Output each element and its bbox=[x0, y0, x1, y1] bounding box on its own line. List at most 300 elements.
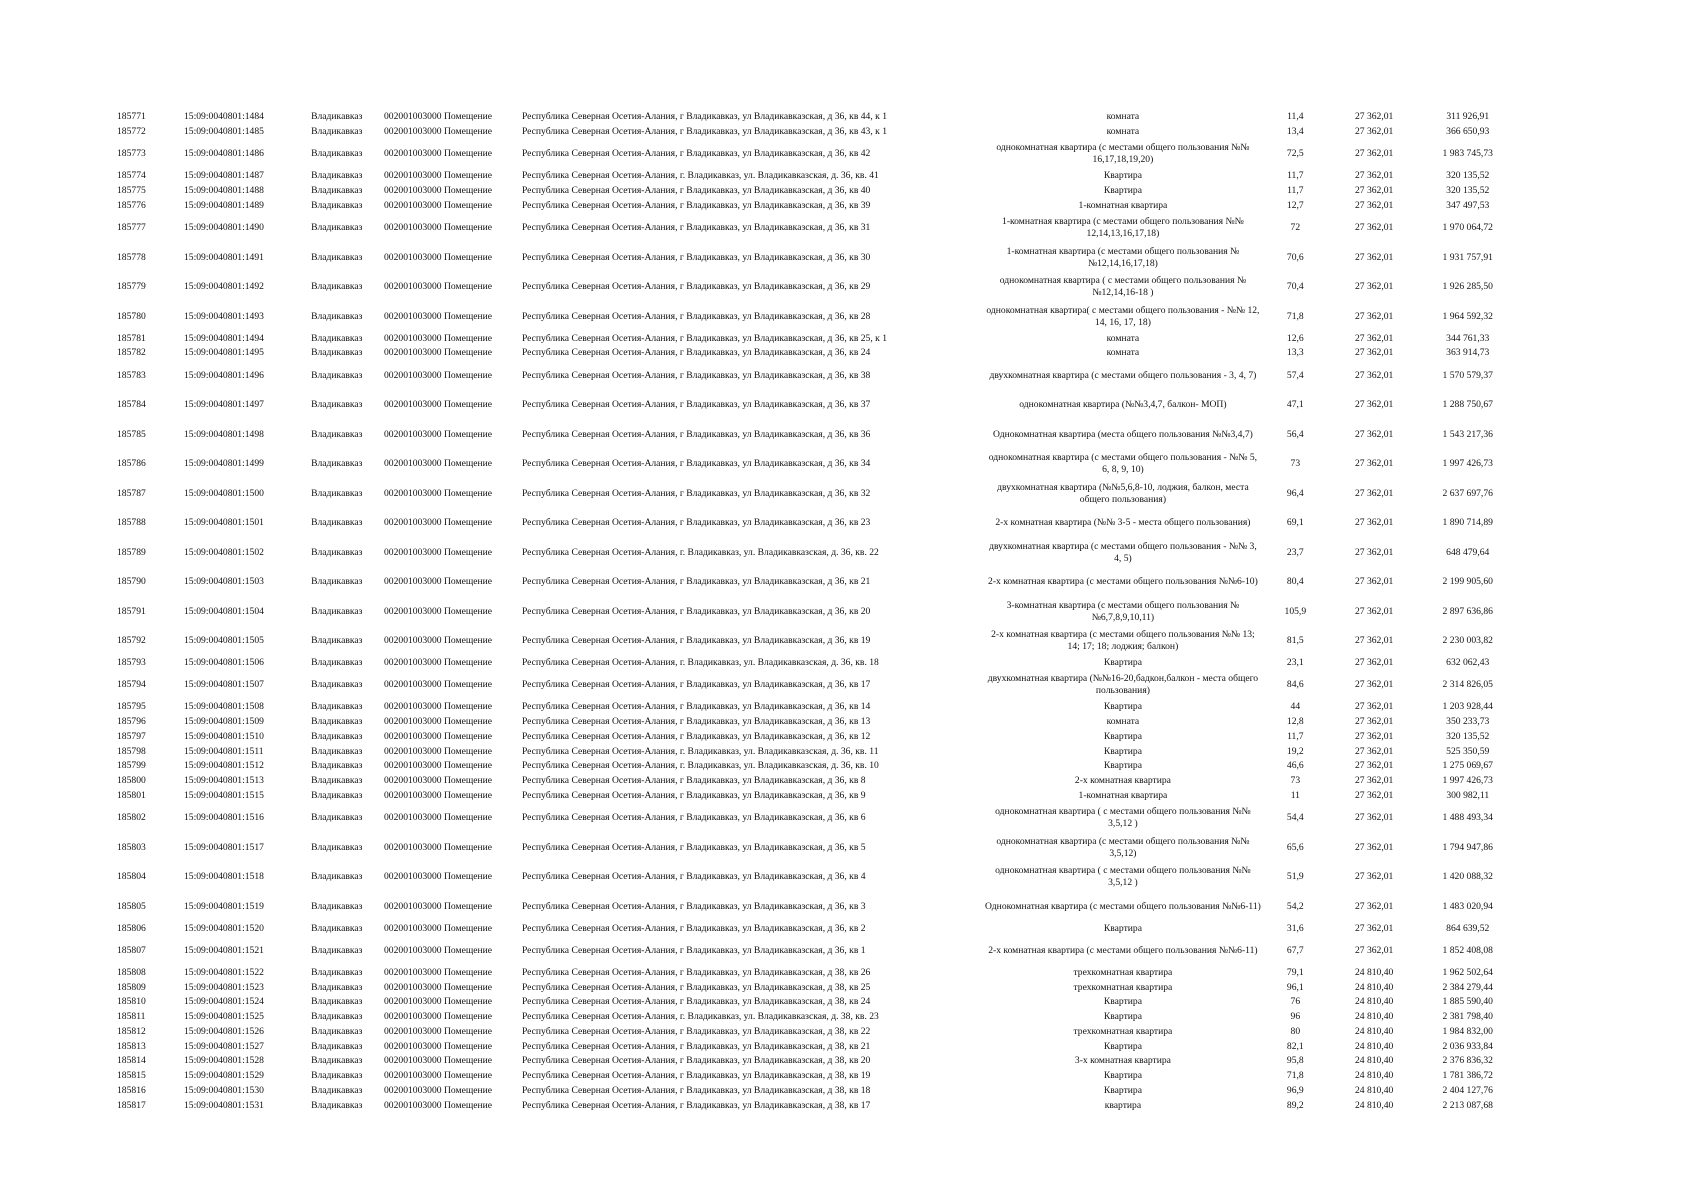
address-cell: Республика Северная Осетия-Алания, г Владикавказ, ул Владикавказская, д 36, кв 24 bbox=[521, 347, 871, 359]
cadastral-number-cell: 15:09:0040801:1521 bbox=[184, 944, 264, 956]
cadastral-number-cell: 15:09:0040801:1515 bbox=[184, 789, 264, 801]
specific-value-cell: 24 810,40 bbox=[1354, 1025, 1394, 1037]
object-code-cell: 002001003000 Помещение bbox=[384, 605, 493, 617]
object-code-cell: 002001003000 Помещение bbox=[384, 458, 493, 469]
area-cell: 12,7 bbox=[1286, 199, 1304, 211]
table-row bbox=[117, 479, 1517, 509]
cadastral-value-cell: 366 650,93 bbox=[1446, 126, 1490, 138]
city-name-cell: Владикавказ bbox=[311, 1099, 363, 1111]
cadastral-number-cell: 15:09:0040801:1531 bbox=[184, 1099, 264, 1111]
area-cell: 80 bbox=[1290, 1025, 1301, 1037]
cadastral-number-cell: 15:09:0040801:1524 bbox=[184, 996, 264, 1008]
cadastral-number-cell: 15:09:0040801:1517 bbox=[184, 841, 264, 853]
record-id-cell: 185791 bbox=[117, 605, 146, 617]
table-row bbox=[117, 538, 1517, 568]
cadastral-value-cell: 1 962 502,64 bbox=[1442, 966, 1493, 978]
area-cell: 11 bbox=[1290, 789, 1300, 801]
cadastral-number-cell: 15:09:0040801:1502 bbox=[184, 546, 264, 558]
description-cell: однокомнатная квартира (с местами общего пользования №№ 3,5,12) bbox=[996, 835, 1250, 859]
description-cell: Квартира bbox=[1103, 760, 1142, 772]
cadastral-value-cell: 1 275 069,67 bbox=[1442, 760, 1493, 772]
city-name-cell: Владикавказ bbox=[311, 789, 363, 801]
specific-value-cell: 24 810,40 bbox=[1354, 1084, 1394, 1096]
description-cell: двухкомнатная квартира (№№5,6,8-10, лоджия, балкон, места общего пользования) bbox=[997, 481, 1249, 505]
table-row bbox=[117, 390, 1517, 420]
address-cell: Республика Северная Осетия-Алания, г Владикавказ, ул Владикавказская, д 36, кв 2 bbox=[521, 922, 866, 934]
address-cell: Республика Северная Осетия-Алания, г Владикавказ, ул Владикавказская, д 36, кв 29 bbox=[521, 281, 871, 292]
description-cell: 3-х комнатная квартира bbox=[1074, 1055, 1171, 1067]
city-name-cell: Владикавказ bbox=[311, 1040, 363, 1052]
cadastral-value-cell: 1 794 947,86 bbox=[1442, 841, 1493, 853]
record-id-cell: 185801 bbox=[117, 789, 146, 801]
specific-value-cell: 24 810,40 bbox=[1354, 1070, 1394, 1082]
specific-value-cell: 27 362,01 bbox=[1354, 170, 1394, 182]
cadastral-number-cell: 15:09:0040801:1530 bbox=[184, 1084, 264, 1096]
object-code-cell: 002001003000 Помещение bbox=[384, 517, 493, 528]
cadastral-value-cell: 2 314 826,05 bbox=[1442, 679, 1493, 691]
object-code-cell: 002001003000 Помещение bbox=[384, 922, 493, 934]
city-name-cell: Владикавказ bbox=[311, 369, 363, 381]
description-cell: однокомнатная квартира( с местами общего пользования - №№ 12, 14, 16, 17, 18) bbox=[986, 304, 1260, 328]
area-cell: 71,8 bbox=[1286, 310, 1304, 322]
cadastral-value-cell: 2 897 636,86 bbox=[1442, 605, 1493, 617]
address-cell: Республика Северная Осетия-Алания, г Владикавказ, ул Владикавказская, д 36, кв 8 bbox=[521, 775, 866, 787]
address-cell: Республика Северная Осетия-Алания, г Владикавказ, ул Владикавказская, д 36, кв 43, к 1 bbox=[521, 126, 887, 138]
record-id-cell: 185810 bbox=[117, 996, 146, 1008]
description-cell: однокомнатная квартира ( с местами общего пользования №№ 3,5,12 ) bbox=[995, 865, 1251, 888]
record-id-cell: 185795 bbox=[117, 701, 146, 713]
description-cell: двухкомнатная квартира (№№16-20,бадкон,балкон - места общего пользования) bbox=[987, 673, 1259, 697]
specific-value-cell: 27 362,01 bbox=[1354, 812, 1394, 823]
address-cell: Республика Северная Осетия-Алания, г Владикавказ, ул Владикавказская, д 36, кв 1 bbox=[521, 944, 866, 956]
object-code-cell: 002001003000 Помещение bbox=[384, 428, 493, 440]
description-cell: 2-х комнатная квартира (с местами общего пользования №№6-11) bbox=[988, 944, 1258, 956]
city-name-cell: Владикавказ bbox=[311, 251, 363, 263]
area-cell: 70,4 bbox=[1286, 281, 1304, 292]
address-cell: Республика Северная Осетия-Алания, г Владикавказ, ул Владикавказская, д 38, кв 25 bbox=[521, 981, 871, 993]
object-code-cell: 002001003000 Помещение bbox=[384, 399, 493, 410]
specific-value-cell: 27 362,01 bbox=[1354, 716, 1394, 728]
area-cell: 46,6 bbox=[1286, 760, 1304, 772]
description-cell: Квартира bbox=[1103, 701, 1142, 713]
cadastral-value-cell: 2 213 087,68 bbox=[1442, 1099, 1493, 1111]
area-cell: 70,6 bbox=[1286, 251, 1304, 263]
record-id-cell: 185777 bbox=[117, 222, 146, 233]
record-id-cell: 185782 bbox=[117, 347, 146, 359]
table-row bbox=[117, 1069, 1517, 1084]
cadastral-number-cell: 15:09:0040801:1506 bbox=[184, 657, 264, 669]
city-name-cell: Владикавказ bbox=[311, 701, 363, 713]
city-name-cell: Владикавказ bbox=[311, 517, 363, 528]
city-name-cell: Владикавказ bbox=[311, 170, 363, 182]
table-row bbox=[117, 892, 1517, 922]
specific-value-cell: 27 362,01 bbox=[1354, 900, 1394, 912]
cadastral-value-cell: 2 384 279,44 bbox=[1442, 981, 1493, 993]
specific-value-cell: 27 362,01 bbox=[1354, 760, 1394, 772]
area-cell: 31,6 bbox=[1286, 922, 1304, 934]
specific-value-cell: 27 362,01 bbox=[1354, 775, 1394, 787]
area-cell: 96,4 bbox=[1286, 487, 1304, 499]
table-row bbox=[117, 184, 1517, 199]
specific-value-cell: 27 362,01 bbox=[1354, 399, 1394, 410]
table-row bbox=[117, 597, 1517, 627]
specific-value-cell: 27 362,01 bbox=[1354, 310, 1394, 322]
address-cell: Республика Северная Осетия-Алания, г Владикавказ, ул Владикавказская, д 36, кв 31 bbox=[521, 222, 871, 233]
table-row bbox=[117, 213, 1517, 243]
area-cell: 89,2 bbox=[1286, 1099, 1304, 1111]
description-cell: Однокомнатная квартира (места общего пользования №№3,4,7) bbox=[992, 428, 1253, 440]
city-name-cell: Владикавказ bbox=[311, 605, 363, 617]
object-code-cell: 002001003000 Помещение bbox=[384, 251, 493, 263]
object-code-cell: 002001003000 Помещение bbox=[384, 199, 493, 211]
city-name-cell: Владикавказ bbox=[311, 347, 363, 359]
area-cell: 19,2 bbox=[1286, 745, 1304, 757]
record-id-cell: 185804 bbox=[117, 871, 146, 882]
table-row bbox=[117, 361, 1517, 391]
cadastral-value-cell: 2 404 127,76 bbox=[1442, 1084, 1493, 1096]
record-id-cell: 185798 bbox=[117, 745, 146, 757]
address-cell: Республика Северная Осетия-Алания, г. Владикавказ, ул. Владикавказская, д. 36, кв. 22 bbox=[521, 546, 879, 558]
table-row bbox=[117, 995, 1517, 1010]
record-id-cell: 185814 bbox=[117, 1055, 146, 1067]
description-cell: Квартира bbox=[1103, 1084, 1142, 1096]
city-name-cell: Владикавказ bbox=[311, 871, 363, 882]
record-id-cell: 185792 bbox=[117, 635, 146, 646]
city-name-cell: Владикавказ bbox=[311, 332, 363, 344]
table-row bbox=[117, 789, 1517, 804]
address-cell: Республика Северная Осетия-Алания, г Владикавказ, ул Владикавказская, д 36, кв 6 bbox=[521, 812, 866, 823]
cadastral-number-cell: 15:09:0040801:1484 bbox=[184, 111, 264, 123]
description-cell: 2-х комнатная квартира bbox=[1074, 775, 1171, 787]
address-cell: Республика Северная Осетия-Алания, г. Владикавказ, ул. Владикавказская, д. 36, кв. 18 bbox=[521, 657, 879, 669]
cadastral-number-cell: 15:09:0040801:1522 bbox=[184, 966, 264, 978]
cadastral-number-cell: 15:09:0040801:1499 bbox=[184, 458, 264, 469]
object-code-cell: 002001003000 Помещение bbox=[384, 126, 493, 138]
description-cell: трехкомнатная квартира bbox=[1073, 981, 1173, 993]
table-row bbox=[117, 125, 1517, 140]
address-cell: Республика Северная Осетия-Алания, г Владикавказ, ул Владикавказская, д 38, кв 17 bbox=[521, 1099, 871, 1111]
specific-value-cell: 27 362,01 bbox=[1354, 546, 1394, 558]
area-cell: 96,1 bbox=[1286, 981, 1304, 993]
description-cell: 1-комнатная квартира (с местами общего пользования №№ 12,14,13,16,17,18) bbox=[1002, 216, 1244, 239]
cadastral-number-cell: 15:09:0040801:1488 bbox=[184, 185, 264, 197]
table-row bbox=[117, 715, 1517, 730]
address-cell: Республика Северная Осетия-Алания, г Владикавказ, ул Владикавказская, д 36, кв 36 bbox=[521, 428, 871, 440]
area-cell: 96 bbox=[1290, 1011, 1301, 1023]
table-row bbox=[117, 730, 1517, 745]
city-name-cell: Владикавказ bbox=[311, 111, 363, 123]
table-row bbox=[117, 921, 1517, 936]
specific-value-cell: 27 362,01 bbox=[1354, 635, 1394, 646]
description-cell: двухкомнатная квартира (с местами общего пользования - №№ 3, 4, 5) bbox=[989, 540, 1257, 564]
cadastral-number-cell: 15:09:0040801:1503 bbox=[184, 576, 264, 587]
object-code-cell: 002001003000 Помещение bbox=[384, 635, 493, 646]
city-name-cell: Владикавказ bbox=[311, 745, 363, 757]
record-id-cell: 185774 bbox=[117, 170, 146, 182]
cadastral-number-cell: 15:09:0040801:1520 bbox=[184, 922, 264, 934]
description-cell: Квартира bbox=[1103, 1011, 1142, 1023]
description-cell: Квартира bbox=[1103, 996, 1142, 1008]
object-code-cell: 002001003000 Помещение bbox=[384, 369, 493, 381]
specific-value-cell: 27 362,01 bbox=[1354, 517, 1394, 528]
area-cell: 81,5 bbox=[1286, 635, 1304, 646]
area-cell: 11,7 bbox=[1287, 730, 1304, 742]
record-id-cell: 185771 bbox=[117, 111, 146, 123]
record-id-cell: 185817 bbox=[117, 1099, 146, 1111]
address-cell: Республика Северная Осетия-Алания, г Владикавказ, ул Владикавказская, д 36, кв 39 bbox=[521, 199, 871, 211]
cadastral-number-cell: 15:09:0040801:1513 bbox=[184, 775, 264, 787]
cadastral-number-cell: 15:09:0040801:1491 bbox=[184, 251, 264, 263]
object-code-cell: 002001003000 Помещение bbox=[384, 222, 493, 233]
record-id-cell: 185780 bbox=[117, 310, 146, 322]
table-row bbox=[117, 671, 1517, 701]
cadastral-value-cell: 525 350,59 bbox=[1446, 745, 1490, 757]
record-id-cell: 185799 bbox=[117, 760, 146, 772]
specific-value-cell: 24 810,40 bbox=[1354, 981, 1394, 993]
area-cell: 54,4 bbox=[1286, 812, 1304, 823]
table-row bbox=[117, 302, 1517, 332]
specific-value-cell: 27 362,01 bbox=[1354, 185, 1394, 197]
city-name-cell: Владикавказ bbox=[311, 657, 363, 669]
description-cell: 2-х комнатная квартира (№№ 3-5 - места общего пользования) bbox=[995, 517, 1251, 528]
area-cell: 80,4 bbox=[1286, 576, 1304, 587]
address-cell: Республика Северная Осетия-Алания, г Владикавказ, ул Владикавказская, д 38, кв 26 bbox=[521, 966, 871, 978]
city-name-cell: Владикавказ bbox=[311, 458, 363, 469]
city-name-cell: Владикавказ bbox=[311, 1011, 363, 1023]
specific-value-cell: 27 362,01 bbox=[1354, 576, 1394, 587]
table-row bbox=[117, 1025, 1517, 1040]
cadastral-number-cell: 15:09:0040801:1509 bbox=[184, 716, 264, 728]
city-name-cell: Владикавказ bbox=[311, 944, 363, 956]
specific-value-cell: 24 810,40 bbox=[1354, 966, 1394, 978]
cadastral-value-cell: 2 376 836,32 bbox=[1442, 1055, 1493, 1067]
table-row bbox=[117, 199, 1517, 214]
record-id-cell: 185800 bbox=[117, 775, 146, 787]
cadastral-value-cell: 320 135,52 bbox=[1446, 185, 1490, 197]
cadastral-value-cell: 1 890 714,89 bbox=[1442, 517, 1493, 528]
description-cell: комната bbox=[1106, 332, 1140, 344]
specific-value-cell: 24 810,40 bbox=[1354, 1011, 1394, 1023]
cadastral-number-cell: 15:09:0040801:1518 bbox=[184, 871, 264, 882]
city-name-cell: Владикавказ bbox=[311, 399, 363, 410]
cadastral-value-cell: 1 570 579,37 bbox=[1442, 369, 1493, 381]
address-cell: Республика Северная Осетия-Алания, г Владикавказ, ул Владикавказская, д 36, кв 14 bbox=[521, 701, 871, 713]
record-id-cell: 185813 bbox=[117, 1040, 146, 1052]
object-code-cell: 002001003000 Помещение bbox=[384, 841, 493, 853]
specific-value-cell: 27 362,01 bbox=[1354, 745, 1394, 757]
address-cell: Республика Северная Осетия-Алания, г Владикавказ, ул Владикавказская, д 36, кв 23 bbox=[521, 517, 871, 528]
specific-value-cell: 24 810,40 bbox=[1354, 1099, 1394, 1111]
specific-value-cell: 27 362,01 bbox=[1354, 281, 1394, 292]
area-cell: 57,4 bbox=[1286, 369, 1304, 381]
area-cell: 13,3 bbox=[1286, 347, 1304, 359]
object-code-cell: 002001003000 Помещение bbox=[384, 170, 493, 182]
record-id-cell: 185781 bbox=[117, 332, 146, 344]
specific-value-cell: 27 362,01 bbox=[1354, 126, 1394, 138]
address-cell: Республика Северная Осетия-Алания, г. Владикавказ, ул. Владикавказская, д. 36, кв. 11 bbox=[521, 745, 879, 757]
address-cell: Республика Северная Осетия-Алания, г Владикавказ, ул Владикавказская, д 36, кв 42 bbox=[521, 148, 871, 160]
cadastral-value-cell: 320 135,52 bbox=[1446, 730, 1490, 742]
cadastral-number-cell: 15:09:0040801:1526 bbox=[184, 1025, 264, 1037]
description-cell: Квартира bbox=[1103, 657, 1142, 669]
specific-value-cell: 27 362,01 bbox=[1354, 428, 1394, 440]
cadastral-number-cell: 15:09:0040801:1500 bbox=[184, 487, 264, 499]
cadastral-number-cell: 15:09:0040801:1490 bbox=[184, 222, 264, 233]
object-code-cell: 002001003000 Помещение bbox=[384, 1040, 493, 1052]
specific-value-cell: 27 362,01 bbox=[1354, 922, 1394, 934]
area-cell: 105,9 bbox=[1284, 605, 1307, 617]
record-id-cell: 185805 bbox=[117, 900, 146, 912]
record-id-cell: 185808 bbox=[117, 966, 146, 978]
specific-value-cell: 27 362,01 bbox=[1354, 369, 1394, 381]
description-cell: однокомнатная квартира (№№3,4,7, балкон- МОП) bbox=[1019, 399, 1227, 410]
specific-value-cell: 27 362,01 bbox=[1354, 111, 1394, 123]
object-code-cell: 002001003000 Помещение bbox=[384, 900, 493, 912]
description-cell: комната bbox=[1106, 111, 1140, 123]
city-name-cell: Владикавказ bbox=[311, 199, 363, 211]
cadastral-number-cell: 15:09:0040801:1516 bbox=[184, 812, 264, 823]
record-id-cell: 185806 bbox=[117, 922, 146, 934]
area-cell: 71,8 bbox=[1286, 1070, 1304, 1082]
area-cell: 23,7 bbox=[1286, 546, 1304, 558]
address-cell: Республика Северная Осетия-Алания, г Владикавказ, ул Владикавказская, д 36, кв 20 bbox=[521, 605, 871, 617]
object-code-cell: 002001003000 Помещение bbox=[384, 487, 493, 499]
record-id-cell: 185789 bbox=[117, 546, 146, 558]
description-cell: однокомнатная квартира ( с местами общего пользования №№ 3,5,12 ) bbox=[995, 806, 1251, 829]
record-id-cell: 185772 bbox=[117, 126, 146, 138]
city-name-cell: Владикавказ bbox=[311, 1025, 363, 1037]
cadastral-number-cell: 15:09:0040801:1497 bbox=[184, 399, 264, 410]
table-row bbox=[117, 169, 1517, 184]
specific-value-cell: 27 362,01 bbox=[1354, 944, 1394, 956]
cadastral-number-cell: 15:09:0040801:1511 bbox=[184, 745, 264, 757]
record-id-cell: 185809 bbox=[117, 981, 146, 993]
object-code-cell: 002001003000 Помещение bbox=[384, 775, 493, 787]
city-name-cell: Владикавказ bbox=[311, 760, 363, 772]
table-row bbox=[117, 1054, 1517, 1069]
description-cell: трехкомнатная квартира bbox=[1073, 1025, 1173, 1037]
cadastral-value-cell: 363 914,73 bbox=[1446, 347, 1490, 359]
specific-value-cell: 27 362,01 bbox=[1354, 222, 1394, 233]
record-id-cell: 185775 bbox=[117, 185, 146, 197]
cadastral-value-cell: 311 926,91 bbox=[1446, 111, 1490, 123]
description-cell: 1-комнатная квартира bbox=[1078, 789, 1168, 801]
cadastral-number-cell: 15:09:0040801:1492 bbox=[184, 281, 264, 292]
address-cell: Республика Северная Осетия-Алания, г Владикавказ, ул Владикавказская, д 36, кв 38 bbox=[521, 369, 871, 381]
area-cell: 11,7 bbox=[1287, 170, 1304, 182]
object-code-cell: 002001003000 Помещение bbox=[384, 310, 493, 322]
object-code-cell: 002001003000 Помещение bbox=[384, 1099, 493, 1111]
cadastral-value-cell: 1 203 928,44 bbox=[1442, 701, 1493, 713]
address-cell: Республика Северная Осетия-Алания, г Владикавказ, ул Владикавказская, д 36, кв 9 bbox=[521, 789, 866, 801]
cadastral-number-cell: 15:09:0040801:1507 bbox=[184, 679, 264, 691]
object-code-cell: 002001003000 Помещение bbox=[384, 281, 493, 292]
table-row bbox=[117, 700, 1517, 715]
specific-value-cell: 27 362,01 bbox=[1354, 332, 1394, 344]
record-id-cell: 185788 bbox=[117, 517, 146, 528]
cadastral-value-cell: 1 483 020,94 bbox=[1442, 900, 1493, 912]
object-code-cell: 002001003000 Помещение bbox=[384, 812, 493, 823]
description-cell: Однокомнатная квартира (с местами общего пользования №№6-11) bbox=[985, 900, 1261, 912]
area-cell: 65,6 bbox=[1286, 841, 1304, 853]
area-cell: 84,6 bbox=[1286, 679, 1304, 691]
city-name-cell: Владикавказ bbox=[311, 900, 363, 912]
city-name-cell: Владикавказ bbox=[311, 310, 363, 322]
description-cell: двухкомнатная квартира (с местами общего пользования - 3, 4, 7) bbox=[989, 369, 1257, 381]
area-cell: 11,7 bbox=[1287, 185, 1304, 197]
address-cell: Республика Северная Осетия-Алания, г Владикавказ, ул Владикавказская, д 36, кв 21 bbox=[521, 576, 871, 587]
area-cell: 79,1 bbox=[1286, 966, 1304, 978]
object-code-cell: 002001003000 Помещение bbox=[384, 745, 493, 757]
cadastral-value-cell: 2 199 905,60 bbox=[1442, 576, 1493, 587]
table-row bbox=[117, 272, 1517, 302]
city-name-cell: Владикавказ bbox=[311, 281, 363, 292]
specific-value-cell: 27 362,01 bbox=[1354, 148, 1394, 160]
object-code-cell: 002001003000 Помещение bbox=[384, 185, 493, 197]
city-name-cell: Владикавказ bbox=[311, 730, 363, 742]
object-code-cell: 002001003000 Помещение bbox=[384, 111, 493, 123]
cadastral-value-cell: 1 420 088,32 bbox=[1442, 871, 1493, 882]
area-cell: 76 bbox=[1290, 996, 1301, 1008]
address-cell: Республика Северная Осетия-Алания, г Владикавказ, ул Владикавказская, д 36, кв 4 bbox=[521, 871, 866, 882]
cadastral-value-cell: 2 637 697,76 bbox=[1442, 487, 1493, 499]
record-id-cell: 185793 bbox=[117, 657, 146, 669]
area-cell: 72,5 bbox=[1286, 148, 1304, 160]
table-row bbox=[117, 759, 1517, 774]
address-cell: Республика Северная Осетия-Алания, г Владикавказ, ул Владикавказская, д 36, кв 25, к 1 bbox=[521, 332, 887, 344]
table-row bbox=[117, 1039, 1517, 1054]
table-row bbox=[117, 110, 1517, 125]
city-name-cell: Владикавказ bbox=[311, 185, 363, 197]
address-cell: Республика Северная Осетия-Алания, г Владикавказ, ул Владикавказская, д 38, кв 21 bbox=[521, 1040, 871, 1052]
city-name-cell: Владикавказ bbox=[311, 679, 363, 691]
cadastral-value-cell: 1 543 217,36 bbox=[1442, 428, 1493, 440]
address-cell: Республика Северная Осетия-Алания, г Владикавказ, ул Владикавказская, д 36, кв 3 bbox=[521, 900, 866, 912]
cadastral-value-cell: 1 983 745,73 bbox=[1442, 148, 1493, 160]
area-cell: 73 bbox=[1290, 458, 1301, 469]
specific-value-cell: 27 362,01 bbox=[1354, 605, 1394, 617]
table-row bbox=[117, 744, 1517, 759]
area-cell: 12,8 bbox=[1286, 716, 1304, 728]
object-code-cell: 002001003000 Помещение bbox=[384, 1084, 493, 1096]
object-code-cell: 002001003000 Помещение bbox=[384, 332, 493, 344]
cadastral-value-cell: 1 926 285,50 bbox=[1442, 281, 1493, 292]
address-cell: Республика Северная Осетия-Алания, г Владикавказ, ул Владикавказская, д 36, кв 12 bbox=[521, 730, 871, 742]
address-cell: Республика Северная Осетия-Алания, г Владикавказ, ул Владикавказская, д 36, кв 37 bbox=[521, 399, 871, 410]
description-cell: Квартира bbox=[1103, 170, 1142, 182]
city-name-cell: Владикавказ bbox=[311, 222, 363, 233]
record-id-cell: 185811 bbox=[117, 1011, 146, 1023]
cadastral-number-cell: 15:09:0040801:1486 bbox=[184, 148, 264, 160]
table-row bbox=[117, 140, 1517, 170]
record-id-cell: 185785 bbox=[117, 428, 146, 440]
cadastral-number-cell: 15:09:0040801:1495 bbox=[184, 347, 264, 359]
record-id-cell: 185790 bbox=[117, 576, 146, 587]
address-cell: Республика Северная Осетия-Алания, г Владикавказ, ул Владикавказская, д 38, кв 20 bbox=[521, 1055, 871, 1067]
cadastral-number-cell: 15:09:0040801:1512 bbox=[184, 760, 264, 772]
table-row bbox=[117, 862, 1517, 892]
object-code-cell: 002001003000 Помещение bbox=[384, 701, 493, 713]
table-row bbox=[117, 803, 1517, 833]
description-cell: квартира bbox=[1104, 1099, 1142, 1111]
cadastral-number-cell: 15:09:0040801:1523 bbox=[184, 981, 264, 993]
city-name-cell: Владикавказ bbox=[311, 922, 363, 934]
area-cell: 96,9 bbox=[1286, 1084, 1304, 1096]
table-row bbox=[117, 936, 1517, 966]
description-cell: однокомнатная квартира (с местами общего пользования - №№ 5, 6, 8, 9, 10) bbox=[988, 452, 1258, 475]
city-name-cell: Владикавказ bbox=[311, 966, 363, 978]
record-id-cell: 185796 bbox=[117, 716, 146, 728]
